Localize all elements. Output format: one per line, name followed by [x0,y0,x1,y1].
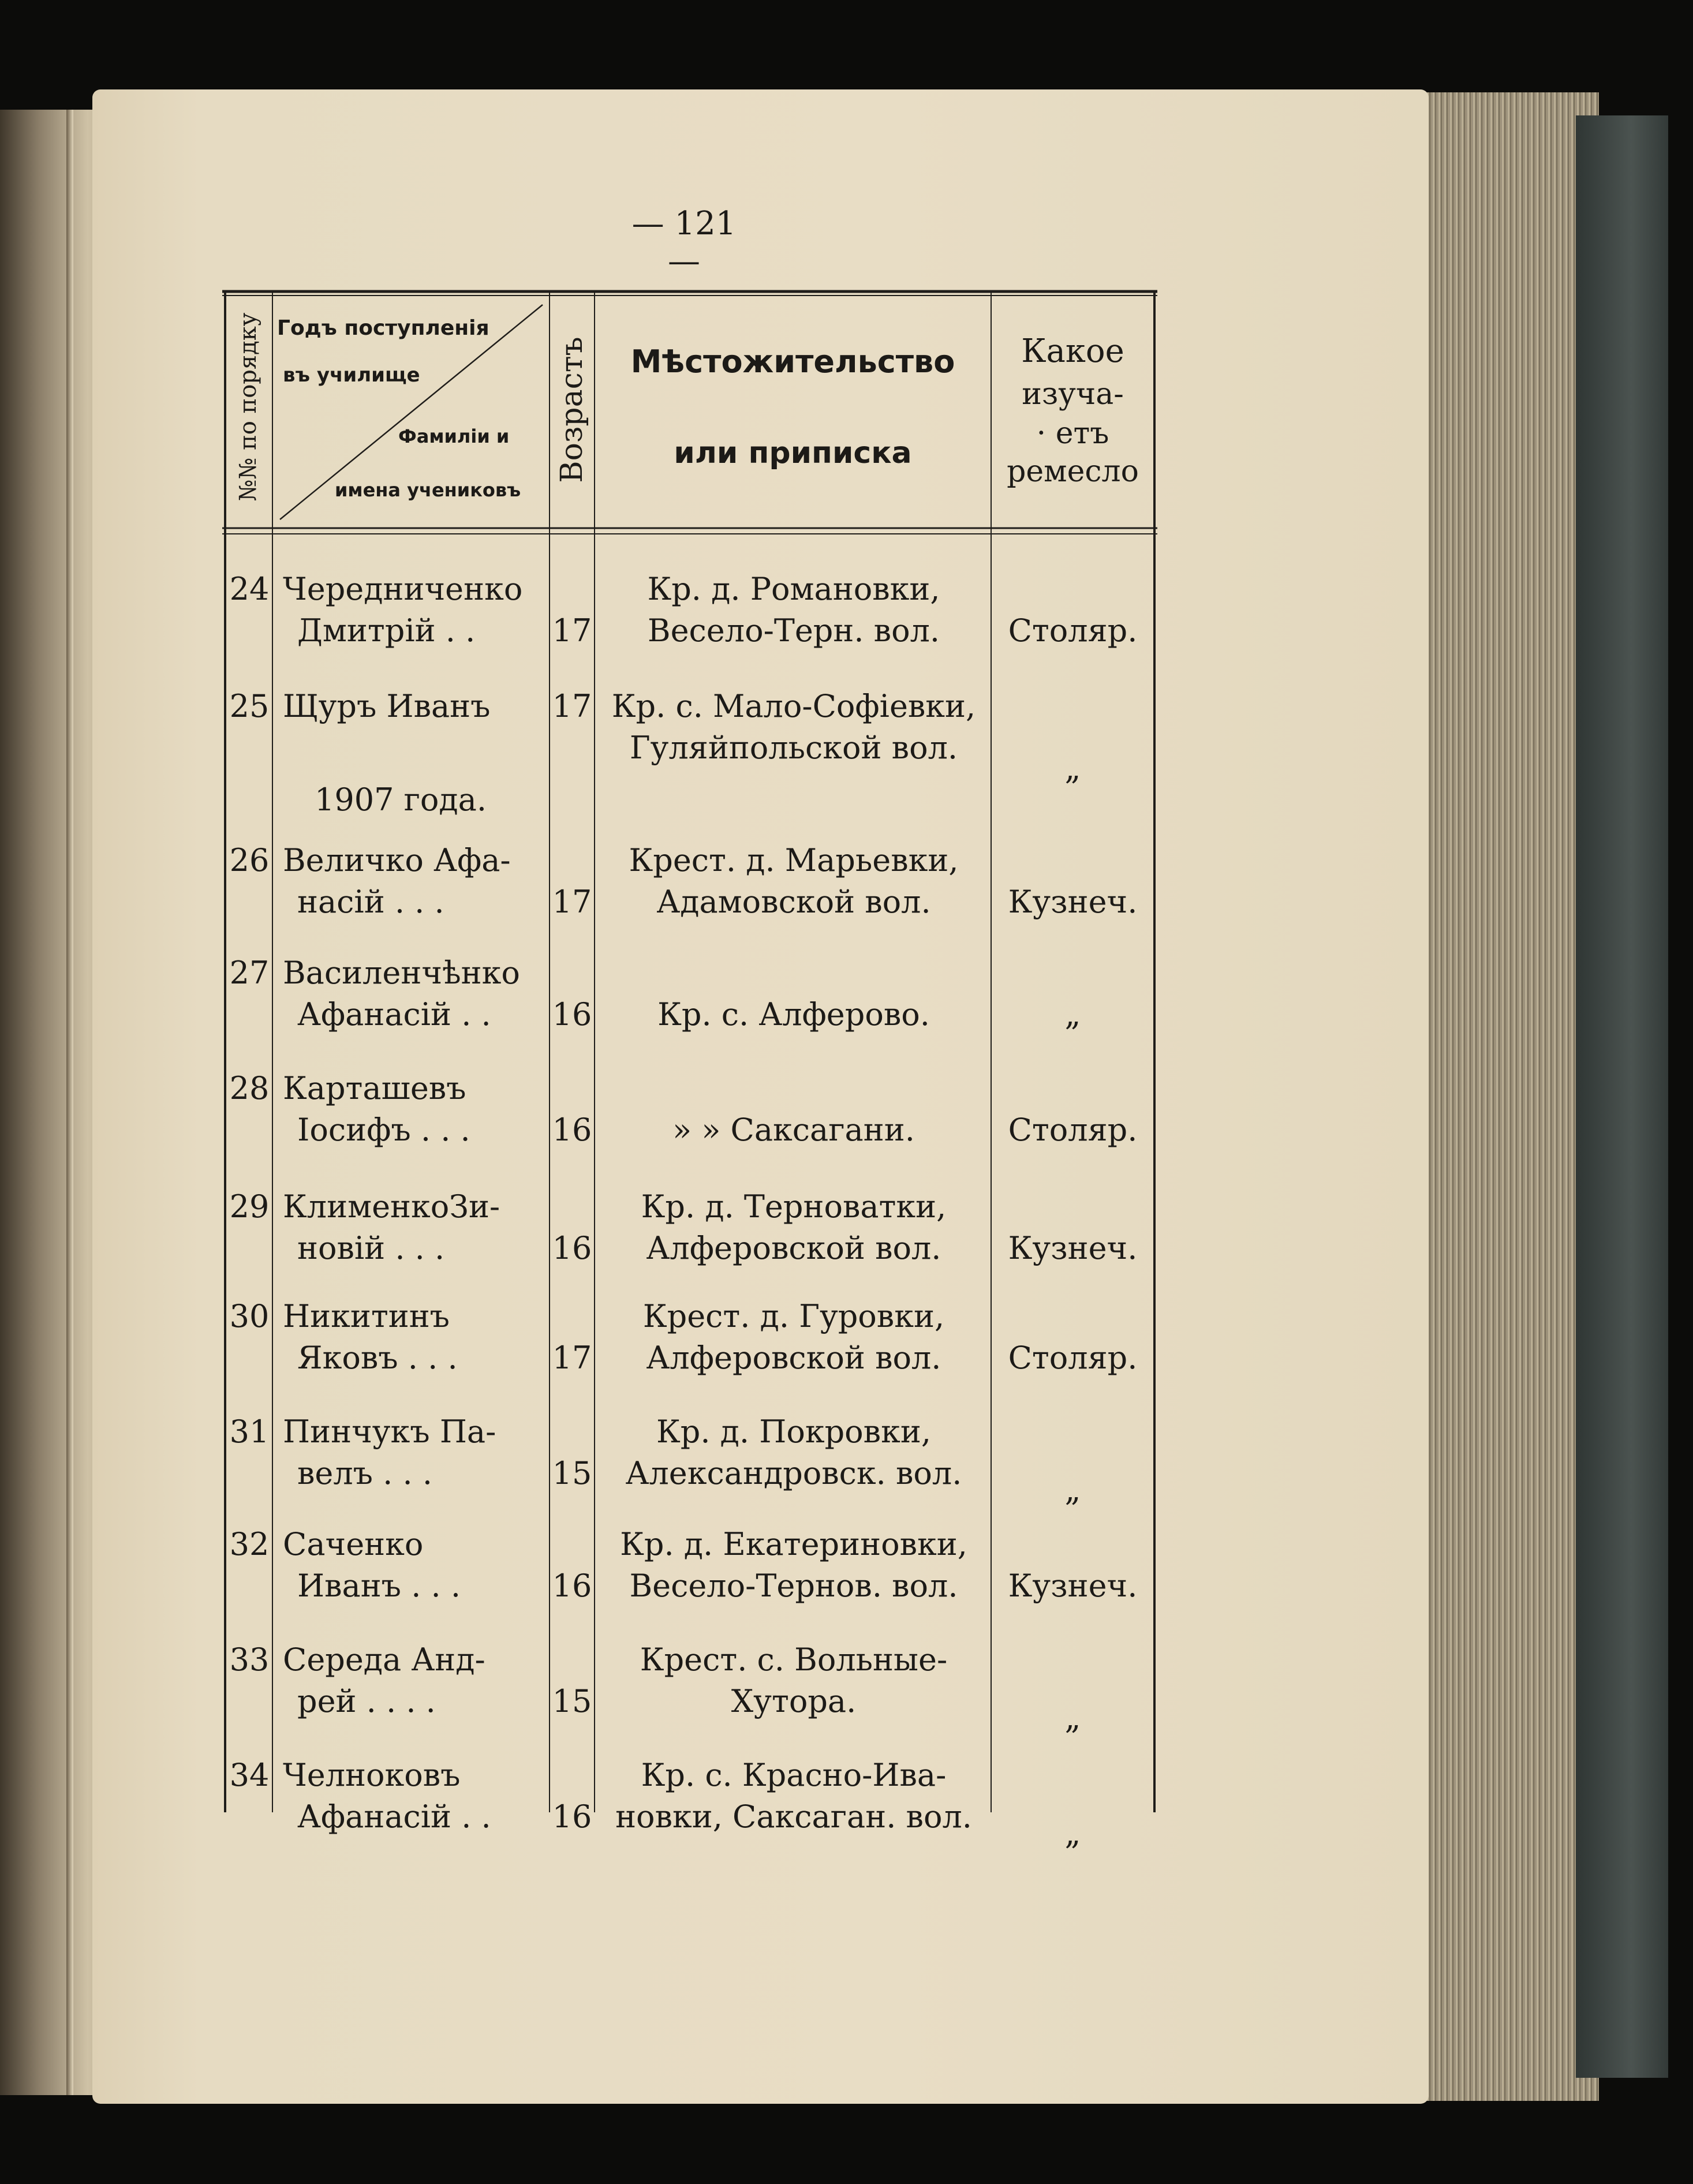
row-number: 33 [229,1641,270,1678]
residence-line-1: Кр. с. Красно-Ива- [641,1757,947,1793]
student-age: 15 [552,1683,592,1719]
header-year: Годъ поступленія [277,316,489,340]
student-name-line-1: Пинчукъ Па- [283,1413,496,1450]
trade: „ [1064,750,1081,787]
trade: Кузнеч. [1008,884,1138,920]
student-name-line-1: Чередниченко [283,571,523,607]
row-number: 26 [229,842,270,878]
header-residence: Мѣстожительство [630,343,955,380]
row-number: 32 [229,1526,270,1562]
student-name-line-1: Щуръ Иванъ [283,688,491,724]
student-name-line-2: рей . . . . [297,1683,436,1719]
student-name-line-2: велъ . . . [297,1455,433,1491]
row-number: 27 [229,955,270,991]
header-student-names: имена учениковъ [335,479,521,501]
student-age: 17 [552,688,592,724]
residence-line-2: Алферовской вол. [646,1340,941,1376]
student-age: 15 [552,1455,592,1491]
student-name-line-1: Середа Анд- [283,1641,485,1678]
residence-line-2: Весело-Тернов. вол. [629,1568,958,1604]
student-name-line-1: Карташевъ [283,1070,466,1106]
header-surnames: Фамиліи и [398,425,510,447]
residence-line-1: Крест. д. Марьевки, [629,842,959,878]
student-name-line-2: Афанасій . . [297,996,491,1033]
residence-line-2: Алферовской вол. [646,1230,941,1266]
residence-line-2: Адамовской вол. [656,884,931,920]
student-name-line-2: Иванъ . . . [297,1568,461,1604]
header-age: Возрастъ [555,336,589,483]
row-number: 34 [229,1757,270,1793]
trade: „ [1064,1815,1081,1852]
student-name-line-2: Афанасій . . [297,1798,491,1835]
residence-line-2: Весело-Терн. вол. [647,612,940,649]
header-trade-4: ремесло [1007,454,1139,489]
residence-line-1: Кр. д. Покровки, [656,1413,931,1450]
residence-line-2: Александровск. вол. [625,1455,962,1491]
student-name-line-1: КлименкоЗи- [283,1188,500,1225]
row-number: 30 [229,1298,270,1334]
row-number: 24 [229,571,270,607]
residence-line-1: Крест. д. Гуровки, [642,1298,945,1334]
student-age: 16 [552,1112,592,1148]
residence-line-1: Крест. с. Вольные- [640,1641,948,1678]
page-number: — 121 — [631,205,737,280]
header-trade-3: · етъ [1036,416,1109,451]
student-name-line-2: Іосифъ . . . [297,1112,470,1148]
trade: „ [1064,1471,1081,1508]
student-age: 16 [552,1230,592,1266]
student-age: 17 [552,612,592,649]
row-number: 29 [229,1188,270,1225]
residence-line-1: Кр. д. Романовки, [647,571,940,607]
student-name-line-1: Василенчѣнко [283,955,520,991]
trade: „ [1064,996,1081,1033]
student-name-line-1: Саченко [283,1526,424,1562]
header-number: №№ по порядку [235,312,261,502]
residence-line-1: Кр. с. Мало-Софіевки, [611,688,976,724]
row-number: 28 [229,1070,270,1106]
trade: Столяр. [1008,612,1138,649]
student-name-line-1: Челноковъ [283,1757,461,1793]
header-trade-1: Какое [1021,332,1124,370]
header-trade-2: изуча- [1022,377,1124,412]
trade: Кузнеч. [1008,1230,1138,1266]
row-number: 31 [229,1413,270,1450]
row-number: 25 [229,688,270,724]
student-age: 16 [552,1568,592,1604]
student-age: 16 [552,1798,592,1835]
student-name-line-1: Никитинъ [283,1298,450,1334]
residence-line-2: Хутора. [731,1683,857,1719]
residence-line-1: Кр. д. Терноватки, [641,1188,947,1225]
student-age: 16 [552,996,592,1033]
residence-line-2: » » Саксагани. [672,1112,915,1148]
residence-line-2: Гуляйпольской вол. [629,730,958,766]
trade: Столяр. [1008,1112,1138,1148]
residence-line-2: новки, Саксаган. вол. [615,1798,972,1835]
year-section-title: 1907 года. [315,781,487,818]
student-name-line-2: новій . . . [297,1230,445,1266]
header-year-school: въ училище [283,364,420,387]
student-name-line-2: Дмитрій . . [297,612,476,649]
residence-line-1: Кр. д. Екатериновки, [620,1526,967,1562]
header-residence-2: или приписка [674,436,912,470]
trade: Столяр. [1008,1340,1138,1376]
trade: „ [1064,1699,1081,1736]
student-name-line-2: насій . . . [297,884,444,920]
student-age: 17 [552,1340,592,1376]
student-age: 17 [552,884,592,920]
student-name-line-2: Яковъ . . . [297,1340,458,1376]
student-name-line-1: Величко Афа- [283,842,511,878]
residence-line-2: Кр. с. Алферово. [657,996,930,1033]
trade: Кузнеч. [1008,1568,1138,1604]
